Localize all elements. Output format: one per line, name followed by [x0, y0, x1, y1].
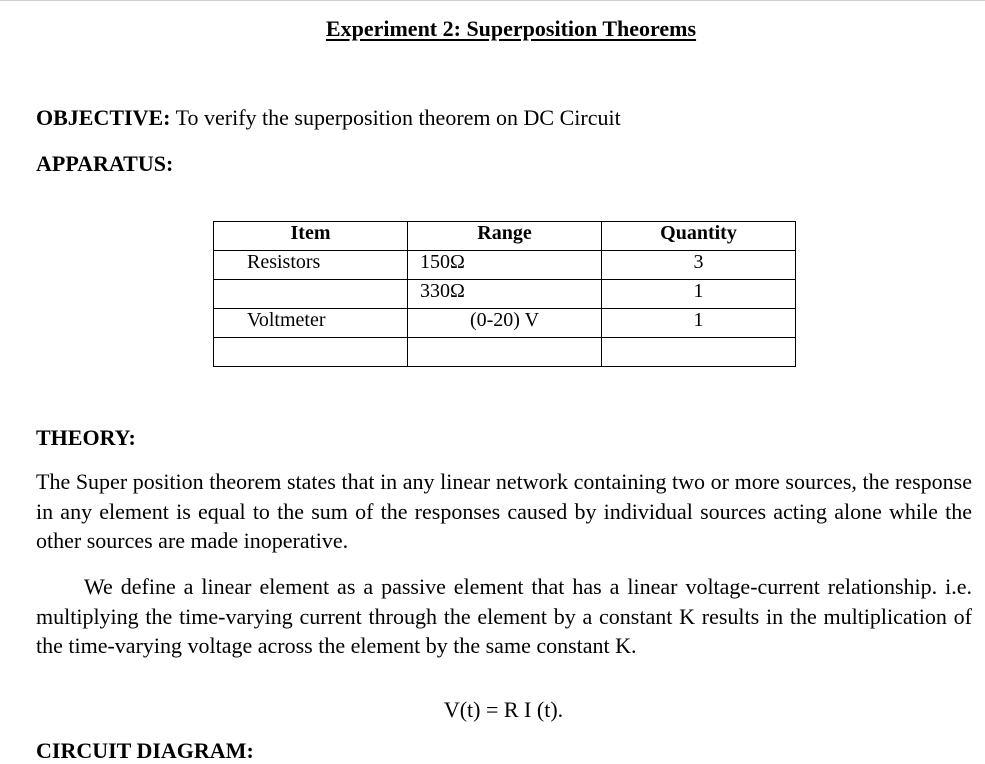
item-cell — [214, 280, 408, 309]
table-header-row — [214, 222, 796, 251]
theory-heading: THEORY: — [36, 425, 136, 450]
quantity-cell: 1 — [602, 280, 796, 309]
header-item: Item — [214, 222, 408, 251]
circuit-diagram-heading: CIRCUIT DIAGRAM: — [36, 738, 254, 763]
quantity-cell: 1 — [602, 309, 796, 338]
range-cell: (0-20) V — [408, 309, 602, 338]
range-cell — [408, 338, 602, 367]
apparatus-table — [213, 221, 796, 367]
item-cell — [214, 338, 408, 367]
theory-paragraph-1: The Super position theorem states that in any linear network containing two or more sources, the response in any element is equal to the sum of the responses caused by individual sources acting alone while the other sources are made inoperative. — [36, 469, 972, 553]
formula: V(t) = R I (t). — [443, 697, 564, 722]
table-row — [214, 338, 796, 367]
table-row — [214, 280, 796, 309]
objective-label: OBJECTIVE: — [36, 105, 171, 130]
item-cell: Voltmeter — [214, 309, 408, 338]
header-range: Range — [408, 222, 602, 251]
header-quantity: Quantity — [602, 222, 796, 251]
table-row — [214, 309, 796, 338]
objective-text: To verify the superposition theorem on DC Circuit — [170, 105, 621, 130]
page-top-border — [0, 0, 985, 1]
apparatus-heading: APPARATUS: — [36, 151, 174, 176]
quantity-cell: 3 — [602, 251, 796, 280]
theory-paragraph-2: We define a linear element as a passive element that has a linear voltage-current relationship. i.e. multiplying the time-varying current through the element by a constant K results in the multiplication of the time-varying voltage across the element by the same constant K. — [36, 574, 972, 658]
item-cell: Resistors — [214, 251, 408, 280]
table-row — [214, 251, 796, 280]
objective-line — [36, 105, 621, 131]
range-cell: 150Ω — [408, 251, 602, 280]
page-title: Experiment 2: Superposition Theorems — [325, 16, 697, 41]
quantity-cell — [602, 338, 796, 367]
range-cell: 330Ω — [408, 280, 602, 309]
